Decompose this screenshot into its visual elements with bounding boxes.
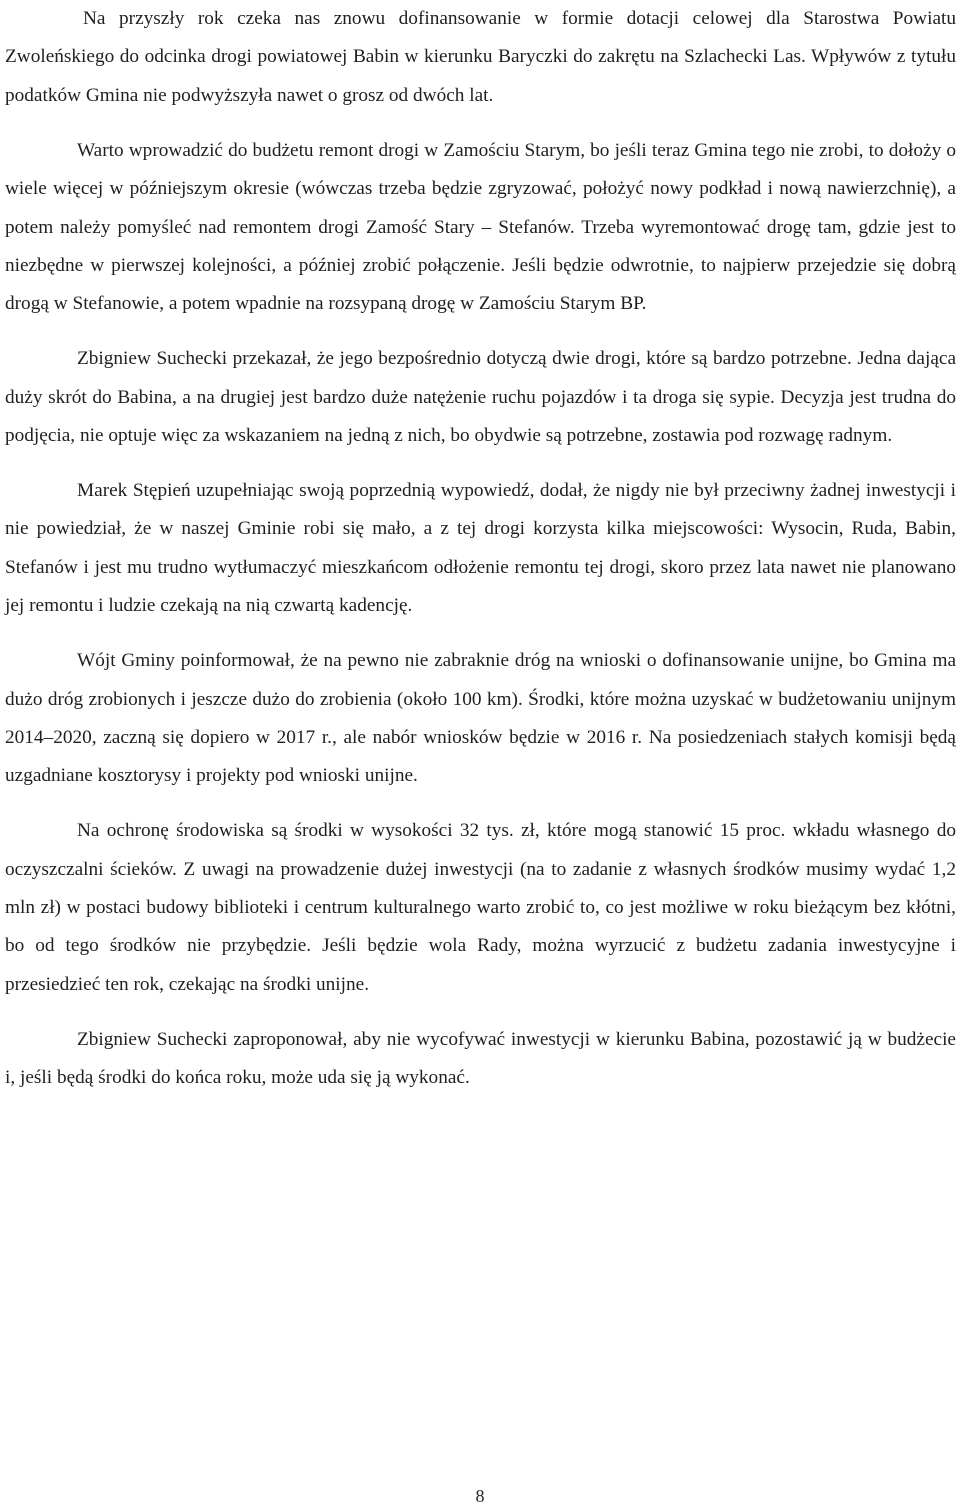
- document-page: [5, 0, 956, 1098]
- paragraph-gap: [5, 324, 956, 341]
- paragraph-environment-funds: Na ochronę środowiska są środki w wysokości 32 tys. zł, które mogą stanowić 15 proc. wkładu własnego do oczyszczalni ścieków. Z uwagi na prowadzenie dużej inwestycji (na to zadanie z własnych środków musimy wydać 1,2 mln zł) w postaci budowy biblioteki i centrum kulturalnego warto zrobić to, co jest możliwe w roku bieżącym bez kłótni, bo od tego środków nie przybędzie. Jeśli będzie wola Rady, można wyrzucić z budżetu zadania inwestycyjne i przesiedzieć ten rok, czekając na środki unijne.: [5, 820, 956, 995]
- paragraph-funding-starostwo: Na przyszły rok czeka nas znowu dofinansowanie w formie dotacji celowej dla Starostwa Powiatu Zwoleńskiego do odcinka drogi powiatowej Babin w kierunku Baryczki do zakrętu na Szlachecki Las. Wpływów z tytułu podatków Gmina nie podwyższyła nawet o grosz od dwóch lat.: [5, 8, 956, 106]
- page-number: 8: [475, 1486, 485, 1506]
- paragraph-gap: [5, 626, 956, 643]
- paragraph-road-zamosc: Warto wprowadzić do budżetu remont drogi w Zamościu Starym, bo jeśli teraz Gmina tego nie zrobi, to dołoży o wiele więcej w późniejszym okresie (wówczas trzeba będzie zgryzować, położyć nowy podkład i nową nawierzchnię), a potem należy pomyśleć nad remontem drogi Zamość Stary – Stefanów. Trzeba wyremontować drogę tam, gdzie jest to niezbędne w pierwszej kolejności, a później zrobić połączenie. Jeśli będzie odwrotnie, to najpierw przejedzie się dobrą drogą w Stefanowie, a potem wpadnie na rozsypaną drogę w Zamościu Starym BP.: [5, 139, 956, 315]
- paragraph-gap: [5, 115, 956, 132]
- paragraph-stepien: Marek Stępień uzupełniając swoją poprzednią wypowiedź, dodał, że nigdy nie był przeciwny żadnej inwestycji i nie powiedział, że w naszej Gminie robi się mało, a z tej drogi korzysta kilka miejscowości: Wysocin, Ruda, Babin, Stefanów i jest mu trudno wytłumaczyć mieszkańcom odłożenie remontu tej drogi, skoro przez lata nawet nie planowano jej remontu i ludzie czekają na nią czwartą kadencję.: [5, 479, 956, 617]
- paragraph-gap: [5, 1004, 956, 1021]
- paragraph-suchecki-proposal: Zbigniew Suchecki zaproponował, aby nie wycofywać inwestycji w kierunku Babina, pozostawić ją w budżecie i, jeśli będą środki do końca roku, może uda się ją wykonać.: [5, 1028, 956, 1089]
- paragraph-gap: [5, 455, 956, 472]
- paragraph-suchecki-roads: Zbigniew Suchecki przekazał, że jego bezpośrednio dotyczą dwie drogi, które są bardzo potrzebne. Jedna dająca duży skrót do Babina, a na drugiej jest bardzo duże natężenie ruchu pojazdów i ta droga się sypie. Decyzja jest trudna do podjęcia, nie optuje więc za wskazaniem na jedną z nich, bo obydwie są potrzebne, zostawia pod rozwagę radnym.: [5, 348, 956, 447]
- paragraph-wojt-eu-funds: Wójt Gminy poinformował, że na pewno nie zabraknie dróg na wnioski o dofinansowanie unijne, bo Gmina ma dużo dróg zrobionych i jeszcze dużo do zrobienia (około 100 km). Środki, które można uzyskać w budżetowaniu unijnym 2014–2020, zaczną się dopiero w 2017 r., ale nabór wniosków będzie w 2016 r. Na posiedzeniach stałych komisji będą uzgadniane kosztorysy i projekty pod wnioski unijne.: [5, 650, 956, 787]
- paragraph-gap: [5, 796, 956, 813]
